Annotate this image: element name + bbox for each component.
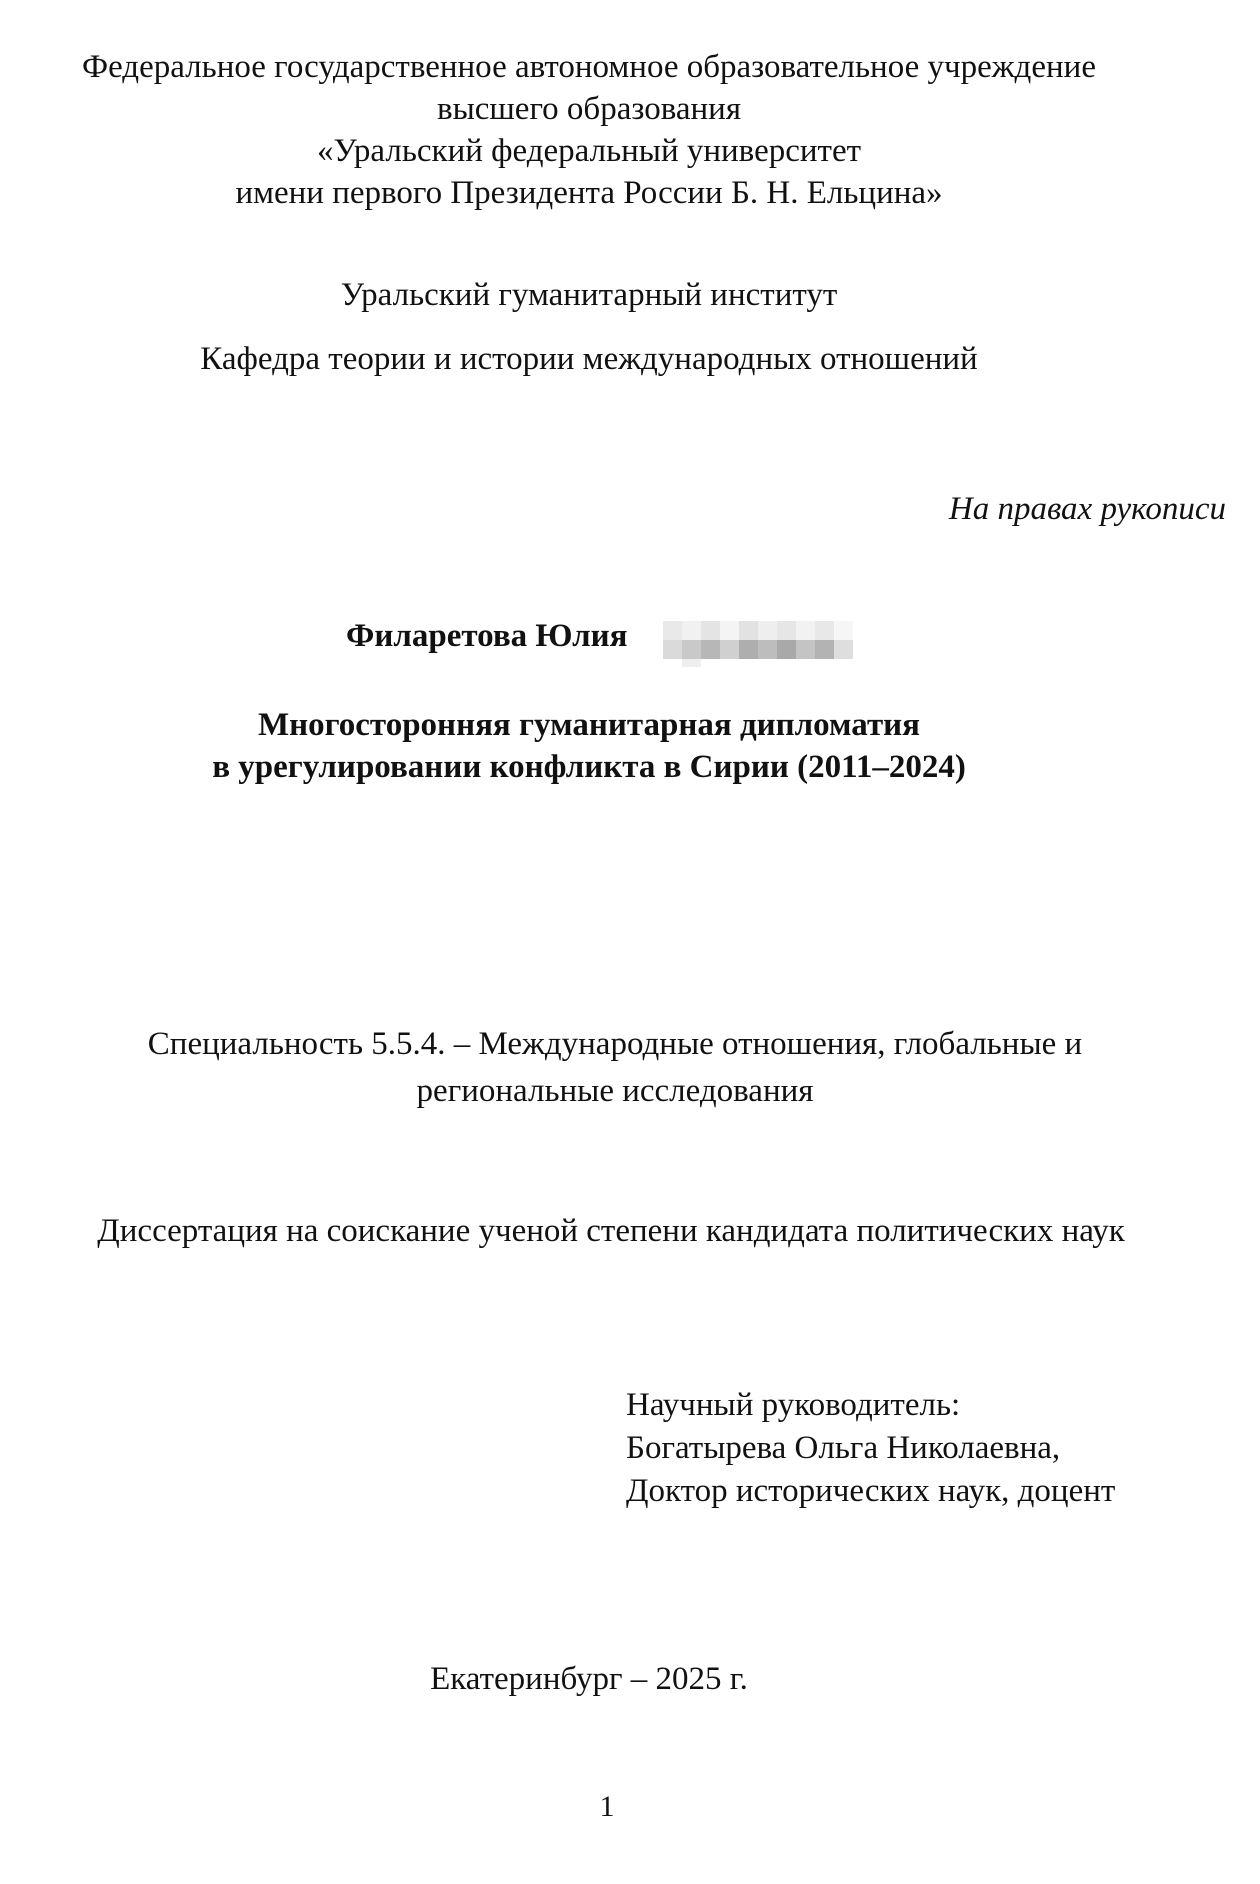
institute-name: Уральский гуманитарный институт <box>340 277 838 313</box>
page-number: 1 <box>599 1790 615 1823</box>
department-name: Кафедра теории и истории международных отношений <box>200 341 978 377</box>
supervisor-label: Научный руководитель: <box>626 1387 961 1423</box>
redacted-patronymic <box>663 621 853 667</box>
author-row <box>0 611 1260 659</box>
supervisor-name: Богатырева Ольга Николаевна, <box>626 1430 1061 1466</box>
dissertation-statement: Диссертация на соискание ученой степени кандидата политических наук <box>97 1213 1125 1249</box>
thesis-title-line-2: в урегулировании конфликта в Сирии (2011–2024) <box>212 749 966 785</box>
place-year: Екатеринбург – 2025 г. <box>430 1661 748 1697</box>
specialty-line-1: Специальность 5.5.4. – Международные отношения, глобальные и <box>147 1026 1083 1062</box>
header-line-2: высшего образования <box>437 91 741 127</box>
header-line-3: «Уральский федеральный университет <box>316 133 862 169</box>
author-name: Филаретова Юлия <box>346 618 628 654</box>
header-line-4: имени первого Президента России Б. Н. Ельцина» <box>235 175 943 211</box>
specialty-line-2: региональные исследования <box>416 1073 814 1109</box>
thesis-title-line-1: Многосторонняя гуманитарная дипломатия <box>257 707 921 743</box>
header-line-1: Федеральное государственное автономное образовательное учреждение <box>82 49 1096 85</box>
manuscript-note: На правах рукописи <box>948 491 1226 527</box>
supervisor-block <box>626 1384 1115 1513</box>
supervisor-degree: Доктор исторических наук, доцент <box>626 1473 1116 1509</box>
